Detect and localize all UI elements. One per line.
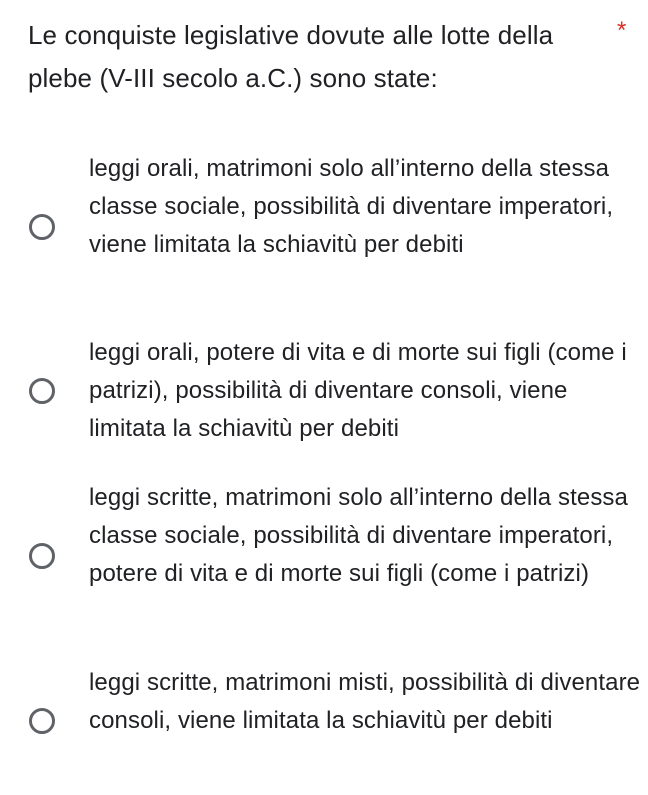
- question-title: Le conquiste legislative dovute alle lotte della plebe (V-III secolo a.C.) sono state:: [28, 20, 554, 93]
- required-marker: *: [617, 17, 627, 44]
- option-1[interactable]: [0, 150, 648, 310]
- option-2[interactable]: [0, 334, 648, 454]
- option-2-label: leggi orali, potere di vita e di morte sui figli (come i patrizi), possibilità di diventare consoli, viene limitata la schiavitù per debiti: [89, 339, 627, 442]
- option-3[interactable]: [0, 479, 648, 639]
- option-1-label: leggi orali, matrimoni solo all’interno della stessa classe sociale, possibilità di diventare imperatori, viene limitata la schiavitù per debiti: [89, 155, 614, 258]
- option-3-label: leggi scritte, matrimoni solo all’interno della stessa classe sociale, possibilità di diventare imperatori, potere di vita e di morte sui figli (come i patrizi): [89, 484, 628, 587]
- radio-button-2[interactable]: [29, 378, 55, 404]
- radio-button-1[interactable]: [29, 214, 55, 240]
- option-4[interactable]: [0, 664, 648, 784]
- option-4-label: leggi scritte, matrimoni misti, possibilità di diventare consoli, viene limitata la schiavitù per debiti: [89, 669, 641, 734]
- radio-button-4[interactable]: [29, 708, 55, 734]
- question-card: [0, 0, 648, 100]
- radio-button-3[interactable]: [29, 543, 55, 569]
